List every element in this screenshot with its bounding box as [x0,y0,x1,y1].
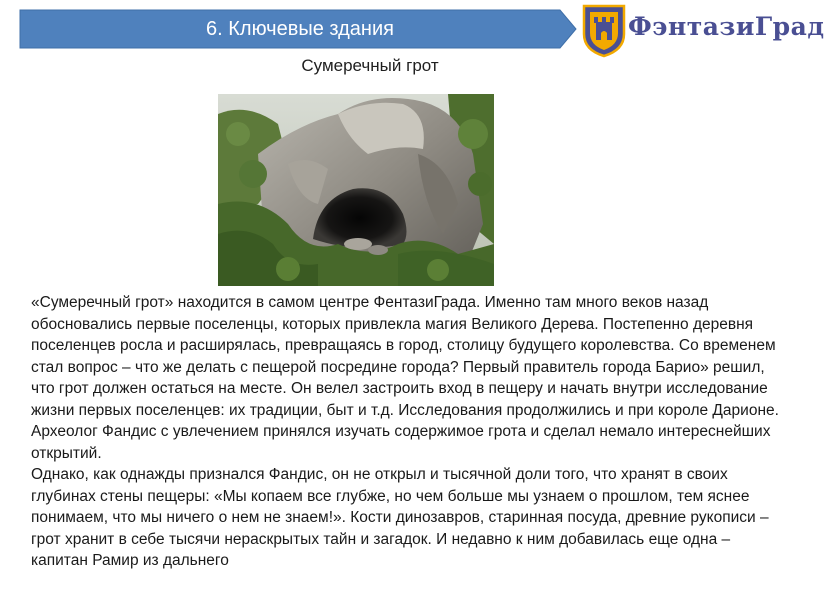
article-body [31,292,781,572]
brand-wordmark: ФэнтазиГрад [628,12,825,41]
article-paragraph: «Сумеречный грот» находится в самом центре ФентазиГрада. Именно там много веков назад обосновались первые поселенцы, которых привлекла магия Великого Дерева. Постепенно деревня поселенцев росла и расширялась, превращаясь в город, столицу будущего королевства. Со временем стал вопрос – что же делать с пещерой посредине города? Первый правитель города Барио» решил, что грот должен остаться на месте. Он велел застроить вход в пещеру и начать внутри исследование жизни первых поселенцев: их традиции, быт и т.д. Исследования продолжились и при короле Дарионе. Археолог Фандис с увлечением принялся изучать содержимое грота и сделал немало интереснейших открытий. [31,294,779,462]
brand-logo [582,4,825,60]
section-banner [20,10,576,48]
article-paragraph: Однако, как однажды признался Фандис, он не открыл и тысячной доли того, что хранят в своих глубинах стены пещеры: «Мы копаем все глубже, но чем больше мы узнаем о прошлом, тем яснее понимаем, что мы ничего о нем не знаем!». Кости динозавров, старинная посуда, древние рукописи – грот хранит в себе тысячи нераскрытых тайн и загадок. И недавно к ним добавилась еще одна – капитан Рамир из дальнего [31,466,769,569]
section-title: 6. Ключевые здания [206,18,394,40]
page-title: Сумеречный грот [301,56,439,75]
cave-photo [218,94,494,286]
castle-shield-icon [582,4,626,58]
